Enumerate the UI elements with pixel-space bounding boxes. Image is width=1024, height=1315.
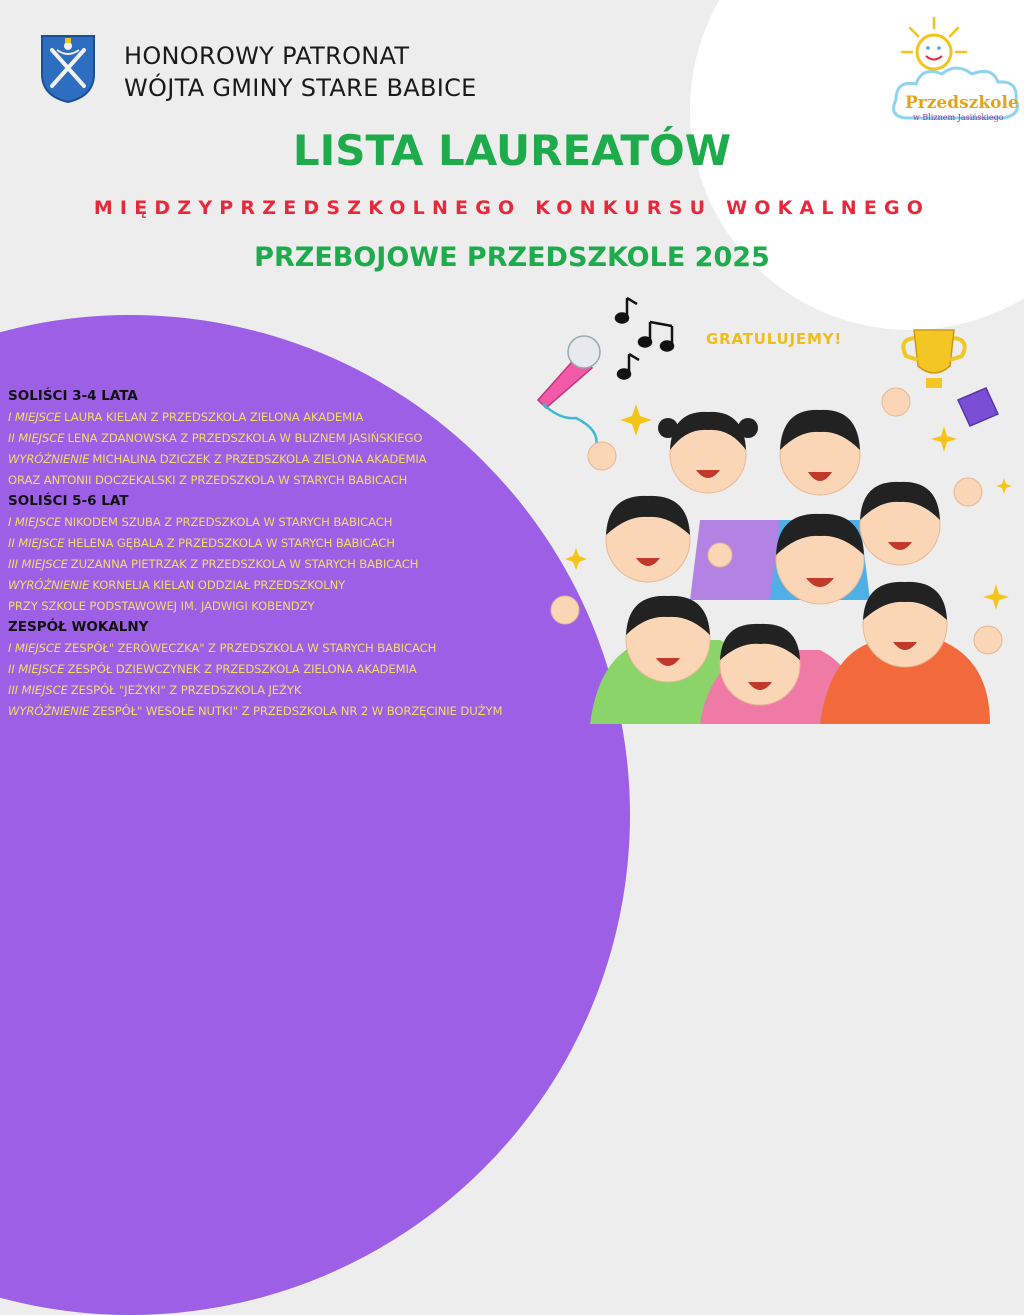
music-notes-icon <box>616 298 673 379</box>
place-label: WYRÓŻNIENIE <box>8 578 90 592</box>
winner-text: LENA ZDANOWSKA Z PRZEDSZKOLA W BLIZNEM JASIŃSKIEGO <box>67 431 423 445</box>
section-heading-soloists-3-4: SOLIŚCI 3-4 LATA <box>8 388 138 404</box>
place-label: I MIEJSCE <box>8 410 62 424</box>
list-item <box>8 596 598 617</box>
list-item <box>8 512 598 533</box>
list-item <box>8 554 598 575</box>
list-item <box>8 659 598 680</box>
list-item <box>8 407 598 428</box>
logo-subtext: w Bliznem Jasińskiego <box>913 113 1004 122</box>
list-item <box>8 701 598 722</box>
event-name: PRZEBOJOWE PRZEDSZKOLE 2025 <box>254 242 770 273</box>
section-heading-soloists-5-6: SOLIŚCI 5-6 LAT <box>8 493 129 509</box>
place-label: III MIEJSCE <box>8 557 68 571</box>
list-item <box>8 428 598 449</box>
list-item <box>8 575 598 596</box>
winner-text: PRZY SZKOLE PODSTAWOWEJ IM. JADWIGI KOBENDZY <box>8 599 315 613</box>
page-subtitle: MIĘDZYPRZEDSZKOLNEGO KONKURSU WOKALNEGO <box>93 197 931 219</box>
page-title: LISTA LAUREATÓW <box>292 126 732 175</box>
place-label: WYRÓŻNIENIE <box>8 452 90 466</box>
winner-text: ORAZ ANTONII DOCZEKALSKI Z PRZEDSZKOLA W STARYCH BABICACH <box>8 473 408 487</box>
winner-text: KORNELIA KIELAN ODDZIAŁ PRZEDSZKOLNY <box>92 578 346 592</box>
laureates-list <box>8 386 598 722</box>
patronage-line-1: HONOROWY PATRONAT <box>124 42 410 70</box>
place-label: III MIEJSCE <box>8 683 68 697</box>
winner-text: LAURA KIELAN Z PRZEDSZKOLA ZIELONA AKADEMIA <box>64 410 364 424</box>
winner-text: ZUZANNA PIETRZAK Z PRZEDSZKOLA W STARYCH BABICACH <box>70 557 419 571</box>
winner-text: ZESPÓŁ" ZERÓWECZKA" Z PRZEDSZKOLA W STARYCH BABICACH <box>64 641 437 655</box>
list-item <box>8 533 598 554</box>
list-item <box>8 680 598 701</box>
winner-text: ZESPÓŁ DZIEWCZYNEK Z PRZEDSZKOLA ZIELONA AKADEMIA <box>67 662 417 676</box>
trophy-icon <box>903 330 998 426</box>
winner-text: MICHALINA DZICZEK Z PRZEDSZKOLA ZIELONA AKADEMIA <box>92 452 427 466</box>
place-label: II MIEJSCE <box>8 431 65 445</box>
congratulations-text: GRATULUJEMY! <box>706 330 842 348</box>
place-label: II MIEJSCE <box>8 662 65 676</box>
patronage-line-2: WÓJTA GMINY STARE BABICE <box>124 74 477 102</box>
place-label: WYRÓŻNIENIE <box>8 704 90 718</box>
logo-text: Przedszkole <box>905 93 1019 113</box>
winner-text: ZESPÓŁ "JEŻYKI" Z PRZEDSZKOLA JEŻYK <box>70 683 302 697</box>
winner-text: NIKODEM SZUBA Z PRZEDSZKOLA W STARYCH BABICACH <box>64 515 393 529</box>
list-item <box>8 638 598 659</box>
list-item <box>8 449 598 470</box>
place-label: I MIEJSCE <box>8 641 62 655</box>
place-label: II MIEJSCE <box>8 536 65 550</box>
winner-text: ZESPÓŁ" WESOŁE NUTKI" Z PRZEDSZKOLA NR 2 W BORZĘCINIE DUŻYM <box>92 704 503 718</box>
place-label: I MIEJSCE <box>8 515 62 529</box>
section-heading-vocal-group: ZESPÓŁ WOKALNY <box>8 619 149 635</box>
winner-text: HELENA GĘBALA Z PRZEDSZKOLA W STARYCH BABICACH <box>67 536 395 550</box>
list-item <box>8 470 598 491</box>
